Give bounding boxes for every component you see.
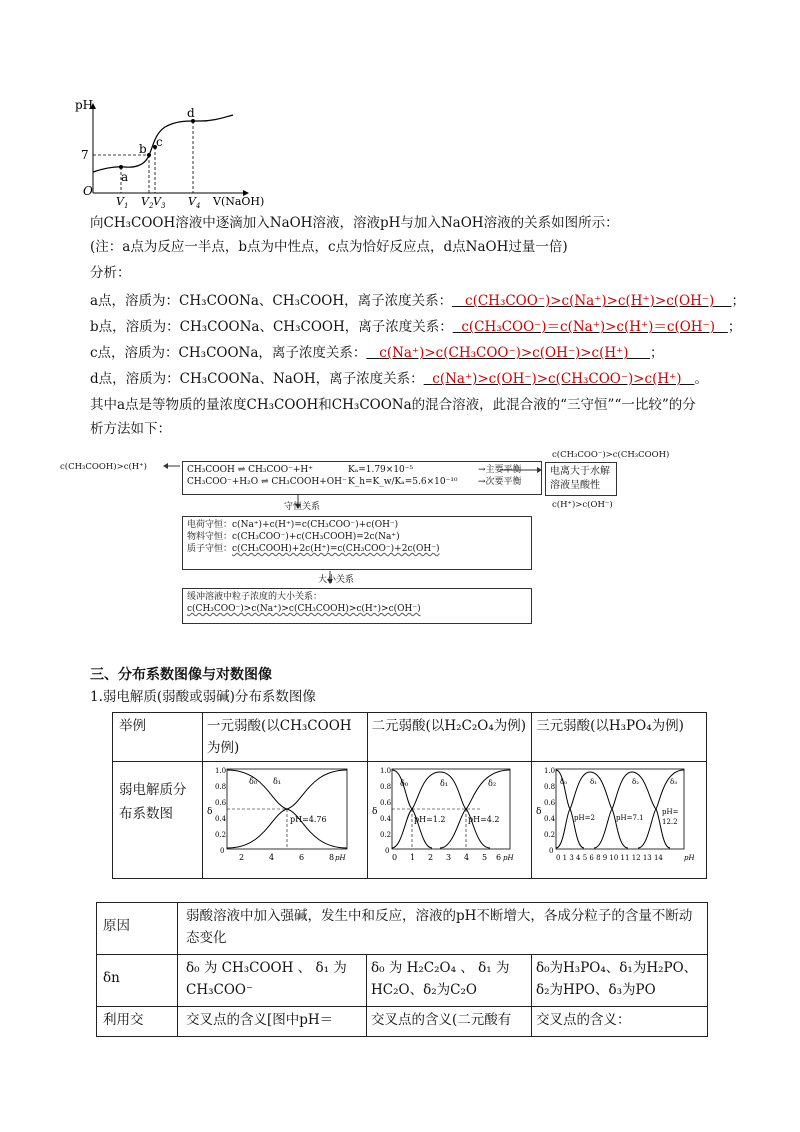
tick-v3-sub: 3 [160,202,166,210]
intro-note: (注：a点为反应一半点，b点为中性点，c点为恰好反应点，d点NaOH过量一倍) [90,239,568,255]
cons2: c(CH₃COO⁻)+c(CH₃COOH)=2c(Na⁺) [232,532,400,542]
di-ph2: pH=4.2 [467,815,500,824]
reason-label: 原因 [97,903,178,955]
tri-ylabel: δ [536,807,542,817]
ka: Kₐ=1.79×10⁻⁵ [348,465,414,475]
right-box-line1: 电离大于水解 [550,466,610,477]
di-y2: 0.6 [379,799,391,807]
mixture-line2: 析方法如下： [90,421,171,437]
di-xunit: pH [502,854,514,862]
use-tri: 交叉点的含义： [532,1007,708,1037]
tri-y3: 0.4 [544,815,556,823]
graph-y7: 7 [81,148,89,162]
size-title: 缓冲溶液中粒子浓度的大小关系： [187,592,323,602]
di-y3: 0.4 [379,815,391,823]
cons3-label: 质子守恒： [187,544,233,554]
di-x6: 6 [495,853,501,862]
plot-tri [534,764,694,869]
tick-v3: V [153,195,161,208]
tri-d2: δ₂ [632,778,640,786]
tri-xticks: 0 1 3 4 5 6 8 9 10 11 12 13 14 [556,854,663,862]
cons3: c(CH₃COOH)+2c(H⁺)=c(CH₃COO⁻)+2c(OH⁻) [232,544,440,554]
di-d2: δ₂ [487,779,496,788]
di-d0: δ₀ [399,779,408,788]
cons1-label: 电荷守恒： [187,520,233,530]
main-eq: →主要平衡 [478,465,522,475]
point-b-end: ； [727,319,742,335]
tri-ph2: pH=7.1 [616,814,644,822]
tri-d0: δ₀ [560,778,568,786]
plot-mono [205,764,355,869]
size-relation: c(CH₃COO⁻)>c(Na⁺)>c(CH₃COOH)>c(H⁺)>c(OH⁻) [187,604,421,614]
point-d-end: 。 [694,371,708,387]
point-c-end: ； [650,345,664,361]
di-d1: δ₁ [439,779,448,788]
eq1: CH₃COOH ⇌ CH₃COO⁻+H⁺ [187,465,313,475]
use-label: 利用交 [97,1007,178,1037]
point-b-prefix: b点，溶质为：CH₃COONa、CH₃COOH，离子浓度关系： [90,319,453,335]
tri-y1: 0.8 [544,783,556,791]
tri-y4: 0.2 [544,831,556,839]
mono-x2: 6 [299,853,305,862]
analysis-label: 分析： [90,265,131,281]
mono-y1: 0.8 [215,783,227,791]
point-b: b [139,142,147,156]
mixture-line1: 其中a点是等物质的量浓度CH₃COOH和CH₃COONa的混合溶液，此混合液的“三守恒”“一比较”的分 [90,397,696,413]
svg-text:V1 [116,195,128,210]
dn-mono: δ₀ 为 CH₃COOH 、 δ₁ 为 CH₃COO⁻ [178,955,367,1007]
tick-v2-sub: 2 [148,202,154,210]
point-c-answer: c(Na⁺)>c(CH₃COO⁻)>c(OH⁻)>c(H⁺) [379,345,629,361]
tick-v1-sub: 1 [123,202,129,210]
tick-v2: V [141,195,149,208]
di-x3: 3 [445,853,451,862]
equilibrium-box [182,461,542,495]
svg-text:V3 [153,195,166,210]
use-mono: 交叉点的含义[图中pH＝ [178,1007,367,1037]
mono-xunit: pH [335,854,346,862]
tick-v4: V [188,195,196,208]
row-label: 弱电解质分布系数图 [113,762,203,879]
use-di: 交叉点的含义(二元酸有 [367,1007,532,1037]
dn-label: δn [97,955,178,1007]
point-a-end: ； [731,293,745,309]
di-x0: 0 [391,853,397,862]
point-b-line [90,316,741,338]
th-mono: 一元弱酸(以CH₃COOH为例) [203,713,368,762]
dn-di: δ₀ 为 H₂C₂O₄ 、 δ₁ 为 HC₂O、δ₂为C₂O [367,955,532,1007]
point-c: c [156,135,163,149]
kh: K_h=K_w/Kₐ=5.6×10⁻¹⁰ [348,477,458,487]
distribution-table [112,712,707,879]
point-d: d [187,106,195,120]
graph-x-label: V(NaOH) [213,195,265,208]
di-x5: 5 [481,853,487,862]
cons2-label: 物料守恒： [187,532,233,542]
size-box [182,588,532,624]
point-b-answer: c(CH₃COO⁻)＝c(Na⁺)>c(H⁺)＝c(OH⁻) [461,319,715,335]
di-x2: 2 [427,853,433,862]
point-d-prefix: d点，溶质为：CH₃COONa、NaOH，离子浓度关系： [90,371,424,387]
th-example: 举例 [113,713,203,762]
mono-y0: 1.0 [215,767,227,775]
tri-ph3b: 12.2 [662,818,678,826]
reason-text: 弱酸溶液中加入强碱，发生中和反应，溶液的pH不断增大，各成分粒子的含量不断动态变化 [178,903,708,955]
point-a-answer: c(CH₃COO⁻)>c(Na⁺)>c(H⁺)>c(OH⁻) [465,293,715,309]
di-y5: 0 [384,847,390,855]
graph-y-label: pH [75,98,94,112]
point-a-prefix: a点，溶质为：CH₃COONa、CH₃COOH，离子浓度关系： [90,293,453,309]
conservation-box [182,516,532,570]
th-di: 二元弱酸(以H₂C₂O₄为例) [367,713,532,762]
point-d-line [90,368,708,390]
flow-left: c(CH₃COOH)>c(H⁺) [60,462,147,472]
plot-di [370,764,520,869]
tri-xunit: pH [684,854,695,862]
point-d-answer: c(Na⁺)>c(OH⁻)>c(CH₃COO⁻)>c(H⁺) [432,371,682,387]
tri-d3: δ₃ [670,778,678,786]
svg-text:V4 [188,195,200,210]
label-size: 大小关系 [318,575,355,585]
right-bottom: c(H⁺)>c(OH⁻) [552,500,613,510]
point-a-line [90,290,745,312]
mono-x1: 4 [269,853,275,862]
di-y4: 0.2 [379,831,391,839]
eq2: CH₃COO⁻+H₂O ⇌ CH₃COOH+OH⁻ [187,477,347,487]
th-tri: 三元弱酸(以H₃PO₄为例) [532,713,707,762]
tri-d1: δ₁ [590,778,598,786]
label-conservation: 守恒关系 [284,502,321,512]
di-y1: 0.8 [379,783,391,791]
tick-v1: V [116,195,124,208]
minor-eq: →次要平衡 [478,477,522,487]
right-box [545,462,617,496]
right-box-line2: 溶液呈酸性 [550,480,600,491]
point-c-prefix: c点，溶质为：CH₃COONa，离子浓度关系： [90,345,367,361]
mono-d0: δ₀ [249,777,258,786]
svg-text:V2 [141,195,154,210]
mono-d1: δ₁ [273,777,282,786]
tri-y0: 1.0 [544,767,556,775]
tri-ph3: pH= [662,808,679,816]
point-a: a [121,170,129,184]
mono-x3: 8 [329,853,335,862]
di-x1: 1 [409,853,415,862]
mono-ph: pH=4.76 [290,815,327,824]
mono-y4: 0.2 [215,831,227,839]
mechanism-table [96,902,708,1037]
mono-x0: 2 [239,853,245,862]
dn-tri: δ₀为H₃PO₄、δ₁为H₂PO、δ₂为HPO、δ₃为PO [532,955,708,1007]
cons1: c(Na⁺)+c(H⁺)=c(CH₃COO⁻)+c(OH⁻) [232,520,399,530]
tick-v4-sub: 4 [195,202,201,210]
section-title: 三、分布系数图像与对数图像 [90,667,272,683]
di-x4: 4 [463,853,469,862]
di-ylabel: δ [371,807,377,817]
point-c-line [90,342,664,364]
tri-y5: 0 [549,847,554,855]
right-top: c(CH₃COO⁻)>c(CH₃COOH) [552,450,670,460]
section-sub1: 1.弱电解质(弱酸或弱碱)分布系数图像 [90,689,316,705]
tri-y2: 0.6 [544,799,556,807]
di-ph1: pH=1.2 [413,815,446,824]
graph-origin: O [83,184,93,198]
mono-ylabel: δ [207,807,213,817]
di-y0: 1.0 [379,767,391,775]
titration-graph [75,95,275,210]
tri-ph1: pH=2 [574,814,595,822]
mono-y5: 0 [220,847,225,855]
intro-line: 向CH₃COOH溶液中逐滴加入NaOH溶液，溶液pH与加入NaOH溶液的关系如图所示： [90,215,619,231]
mono-y3: 0.4 [215,815,227,823]
mono-y2: 0.6 [215,799,227,807]
